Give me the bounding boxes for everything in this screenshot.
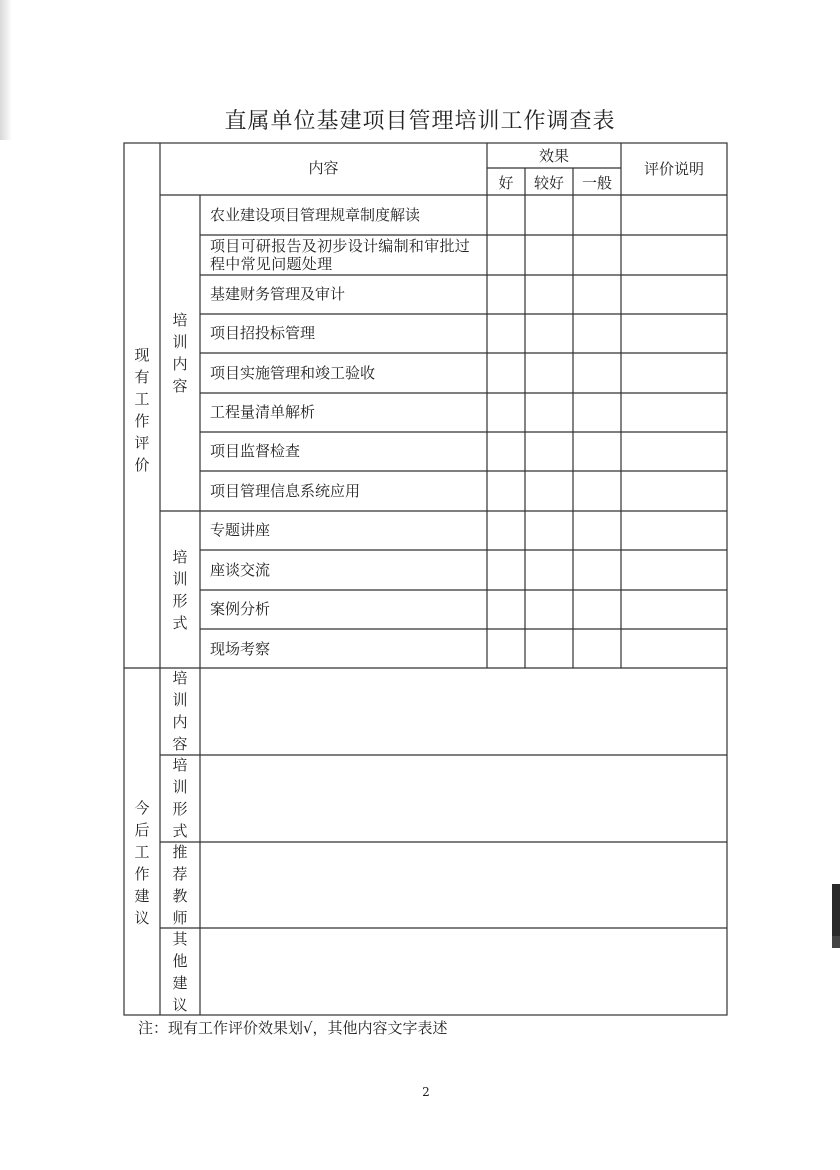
table-row-content-8: 项目管理信息系统应用 bbox=[210, 482, 361, 500]
group-training-content: 培训内容 bbox=[172, 311, 188, 395]
table-row-content-2: 项目可研报告及初步设计编制和审批过程中常见问题处理 bbox=[210, 237, 471, 273]
table-row-form-1: 专题讲座 bbox=[210, 521, 271, 539]
header-normal: 一般 bbox=[581, 174, 612, 192]
header-effect: 效果 bbox=[538, 147, 569, 165]
table-row-content-1: 农业建设项目管理规章制度解读 bbox=[210, 206, 421, 224]
header-content: 内容 bbox=[308, 159, 339, 177]
table-row-form-4: 现场考察 bbox=[210, 640, 271, 658]
future-row-other-suggestions: 其他建议 bbox=[172, 930, 188, 1014]
section-current-evaluation: 现有工作评价 bbox=[134, 346, 150, 474]
table-row-content-3: 基建财务管理及审计 bbox=[210, 285, 346, 303]
future-row-training-form: 培训形式 bbox=[172, 756, 188, 840]
document-title: 直属单位基建项目管理培训工作调查表 bbox=[224, 109, 616, 134]
table-row-form-2: 座谈交流 bbox=[210, 561, 271, 579]
section-future-suggestions: 今后工作建议 bbox=[134, 799, 150, 927]
footnote: 注：现有工作评价效果划√，其他内容文字表述 bbox=[138, 1019, 448, 1037]
future-row-training-content: 培训内容 bbox=[172, 669, 188, 753]
header-good: 好 bbox=[498, 174, 514, 192]
table-row-content-6: 工程量清单解析 bbox=[210, 403, 316, 421]
header-comment: 评价说明 bbox=[643, 160, 704, 178]
table-row-content-7: 项目监督检查 bbox=[210, 442, 301, 460]
header-better: 较好 bbox=[533, 174, 564, 192]
table-row-content-5: 项目实施管理和竣工验收 bbox=[210, 364, 376, 382]
table-row-content-4: 项目招投标管理 bbox=[210, 324, 316, 342]
table-row-form-3: 案例分析 bbox=[210, 600, 271, 618]
group-training-form: 培训形式 bbox=[172, 548, 188, 632]
future-row-recommended-teacher: 推荐教师 bbox=[172, 843, 188, 927]
page-number: 2 bbox=[422, 1085, 430, 1099]
